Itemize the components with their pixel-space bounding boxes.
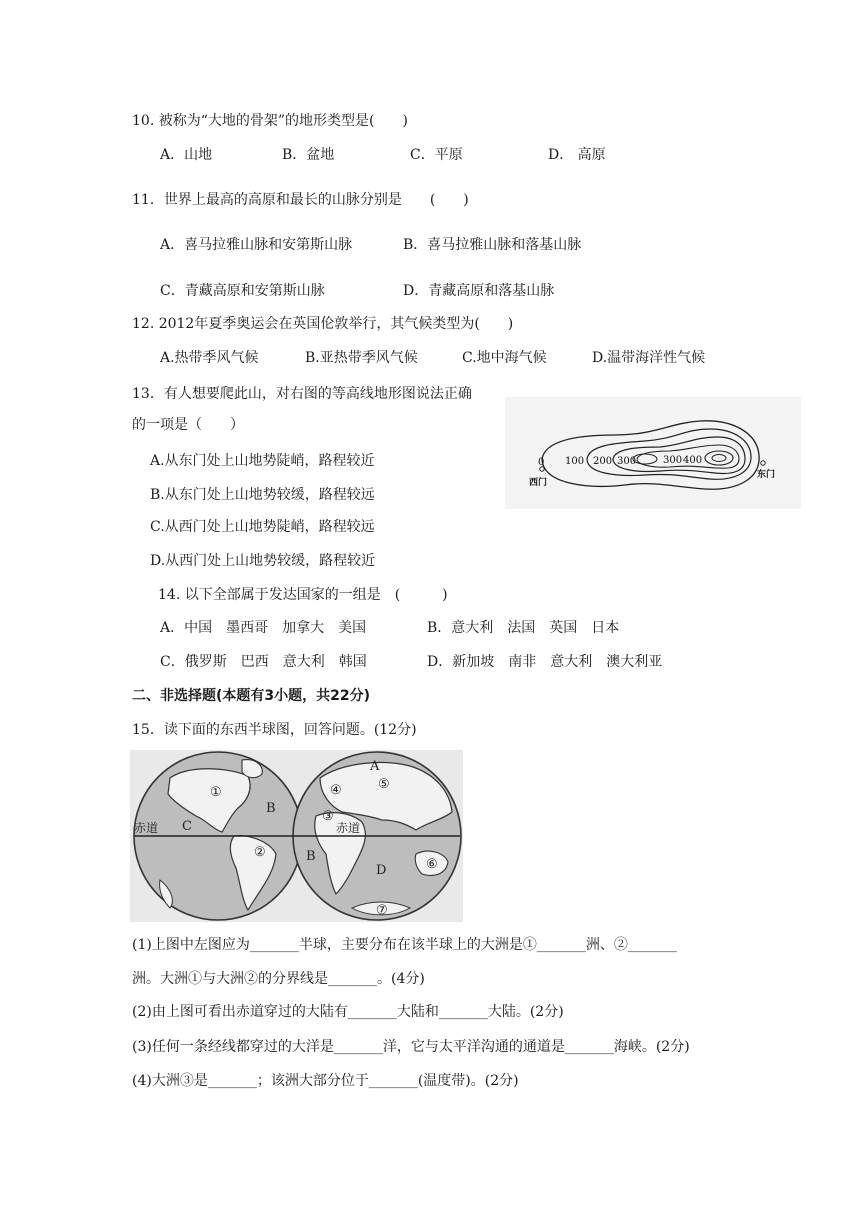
- q14-option-c: C．俄罗斯 巴西 意大利 韩国: [160, 654, 367, 670]
- contour-label-300-west: 300: [617, 456, 637, 467]
- q14-option-d: D．新加坡 南非 意大利 澳大利亚: [427, 654, 663, 670]
- q11-option-c: C．青藏高原和安第斯山脉: [160, 283, 325, 299]
- q13-stem-line2: 的一项是（ ）: [132, 417, 244, 433]
- q15-stem: 15．读下面的东西半球图，回答问题。(12分): [132, 722, 417, 738]
- q10-option-a: A．山地: [160, 147, 213, 163]
- contour-map: [505, 397, 801, 509]
- q15-sub2: (2)由上图可看出赤道穿过的大陆有_______大陆和_______大陆。(2分): [132, 1004, 564, 1020]
- continent-label-4: ④: [330, 783, 342, 798]
- ocean-label-c: C: [182, 819, 192, 834]
- ocean-label-a: A: [370, 759, 380, 774]
- contour-label-400: 400: [683, 455, 703, 466]
- equator-label-right: 赤道: [336, 821, 361, 835]
- q12-option-b: B.亚热带季风气候: [305, 350, 418, 366]
- q12-option-c: C.地中海气候: [462, 350, 547, 366]
- q11-option-b: B．喜马拉雅山脉和落基山脉: [403, 237, 582, 253]
- contour-label-300-east: 300: [663, 455, 683, 466]
- ocean-label-b-left: B: [266, 801, 276, 816]
- q15-sub4: (4)大洲③是_______；该洲大部分位于_______(温度带)。(2分): [132, 1073, 519, 1089]
- q10-option-b: B．盆地: [282, 147, 335, 163]
- west-gate-label: 西门: [529, 478, 548, 488]
- continent-label-5: ⑤: [378, 777, 390, 792]
- q13-option-a: A.从东门处上山地势陡峭，路程较近: [150, 453, 375, 469]
- contour-label-0: 0: [538, 457, 545, 468]
- q12-stem: 12. 2012年夏季奥运会在英国伦敦举行，其气候类型为( ): [132, 316, 514, 332]
- q11-option-d: D．青藏高原和落基山脉: [403, 283, 555, 299]
- equator-label-left: 赤道: [134, 821, 159, 835]
- q10-option-c: C．平原: [410, 147, 463, 163]
- continent-label-2: ②: [254, 845, 266, 860]
- q11-stem: 11．世界上最高的高原和最长的山脉分别是 ( ): [132, 192, 469, 208]
- ocean-label-b-right: B: [306, 849, 316, 864]
- contour-map-figure: [505, 397, 801, 509]
- continent-label-1: ①: [210, 785, 222, 800]
- q13-option-b: B.从东门处上山地势较缓，路程较远: [150, 487, 375, 503]
- q13-option-c: C.从西门处上山地势陡峭，路程较远: [150, 519, 375, 535]
- q12-option-d: D.温带海洋性气候: [592, 350, 706, 366]
- contour-label-100: 100: [565, 456, 585, 467]
- q12-option-a: A.热带季风气候: [160, 350, 259, 366]
- q13-option-d: D.从西门处上山地势较缓，路程较近: [150, 553, 376, 569]
- q14-stem: 14. 以下全部属于发达国家的一组是 ( ): [158, 587, 448, 603]
- q11-option-a: A．喜马拉雅山脉和安第斯山脉: [160, 237, 353, 253]
- east-gate-label: 东门: [757, 470, 776, 480]
- ocean-label-d: D: [376, 863, 387, 878]
- hemisphere-map: [130, 750, 463, 922]
- hemisphere-map-figure: [130, 750, 463, 922]
- q15-sub3: (3)任何一条经线都穿过的大洋是_______洋，它与太平洋沟通的通道是_______海峡。(2分): [132, 1039, 690, 1055]
- q15-sub1-line2: 洲。大洲①与大洲②的分界线是_______。(4分): [132, 971, 425, 987]
- q15-sub1-line1: (1)上图中左图应为_______半球，主要分布在该半球上的大洲是①_______洲、②_______: [132, 937, 677, 953]
- q14-option-b: B．意大利 法国 英国 日本: [427, 620, 620, 636]
- q10-stem: 10. 被称为“大地的骨架”的地形类型是( ): [132, 113, 408, 129]
- q13-stem-line1: 13．有人想要爬此山，对右图的等高线地形图说法正确: [132, 386, 472, 402]
- continent-label-7: ⑦: [376, 903, 388, 918]
- q14-option-a: A．中国 墨西哥 加拿大 美国: [160, 620, 367, 636]
- contour-label-200: 200: [593, 456, 613, 467]
- continent-label-3: ③: [322, 809, 334, 824]
- continent-label-6: ⑥: [426, 857, 438, 872]
- q10-option-d: D． 高原: [548, 147, 606, 163]
- section-title: 二、非选择题(本题有3小题，共22分): [132, 688, 371, 704]
